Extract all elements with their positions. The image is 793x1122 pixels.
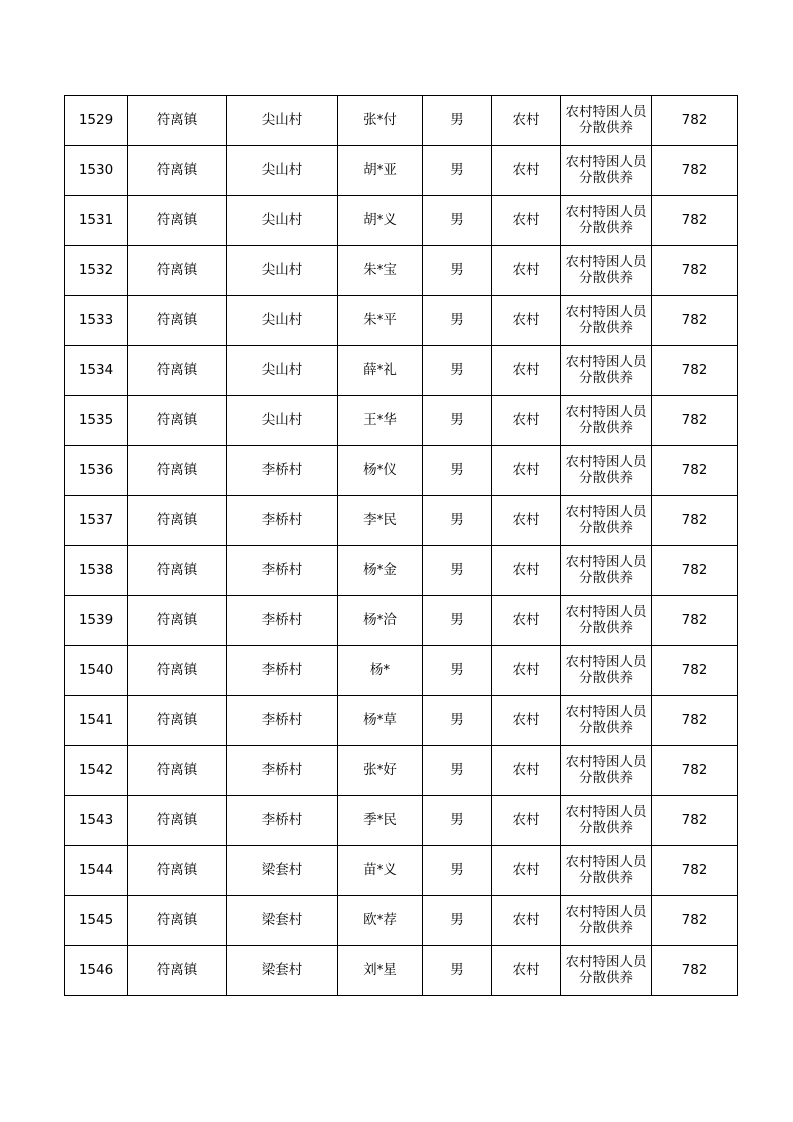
- cell-sex: 男: [423, 96, 492, 146]
- cell-village: 尖山村: [227, 296, 338, 346]
- cell-amount: 782: [652, 546, 738, 596]
- cell-household-type: 农村: [492, 546, 561, 596]
- cell-town: 符离镇: [128, 396, 227, 446]
- aid-category-text: 农村特困人员分散供养: [565, 154, 647, 186]
- cell-person-name: 杨*草: [338, 696, 423, 746]
- cell-village: 梁套村: [227, 846, 338, 896]
- cell-amount: 782: [652, 846, 738, 896]
- table-row: [65, 896, 738, 946]
- table-row: [65, 246, 738, 296]
- cell-sex: 男: [423, 246, 492, 296]
- cell-serial-number: 1537: [65, 496, 128, 546]
- cell-aid-category: [561, 746, 652, 796]
- cell-household-type: 农村: [492, 346, 561, 396]
- aid-category-text: 农村特困人员分散供养: [565, 404, 647, 436]
- cell-town: 符离镇: [128, 746, 227, 796]
- cell-town: 符离镇: [128, 296, 227, 346]
- cell-village: 尖山村: [227, 396, 338, 446]
- cell-amount: 782: [652, 946, 738, 996]
- table-row: [65, 746, 738, 796]
- cell-village: 李桥村: [227, 746, 338, 796]
- cell-person-name: 杨*金: [338, 546, 423, 596]
- cell-sex: 男: [423, 846, 492, 896]
- cell-sex: 男: [423, 896, 492, 946]
- cell-person-name: 季*民: [338, 796, 423, 846]
- cell-household-type: 农村: [492, 846, 561, 896]
- cell-sex: 男: [423, 296, 492, 346]
- cell-serial-number: 1543: [65, 796, 128, 846]
- cell-aid-category: [561, 646, 652, 696]
- cell-amount: 782: [652, 596, 738, 646]
- cell-person-name: 李*民: [338, 496, 423, 546]
- cell-town: 符离镇: [128, 946, 227, 996]
- cell-serial-number: 1540: [65, 646, 128, 696]
- cell-person-name: 杨*: [338, 646, 423, 696]
- cell-household-type: 农村: [492, 446, 561, 496]
- cell-serial-number: 1544: [65, 846, 128, 896]
- aid-category-text: 农村特困人员分散供养: [565, 554, 647, 586]
- cell-person-name: 刘*星: [338, 946, 423, 996]
- cell-person-name: 张*付: [338, 96, 423, 146]
- table-row: [65, 446, 738, 496]
- aid-category-text: 农村特困人员分散供养: [565, 654, 647, 686]
- cell-serial-number: 1529: [65, 96, 128, 146]
- cell-amount: 782: [652, 396, 738, 446]
- cell-household-type: 农村: [492, 796, 561, 846]
- cell-town: 符离镇: [128, 146, 227, 196]
- cell-serial-number: 1536: [65, 446, 128, 496]
- cell-household-type: 农村: [492, 946, 561, 996]
- aid-category-text: 农村特困人员分散供养: [565, 804, 647, 836]
- cell-sex: 男: [423, 396, 492, 446]
- cell-village: 李桥村: [227, 446, 338, 496]
- cell-serial-number: 1541: [65, 696, 128, 746]
- cell-town: 符离镇: [128, 896, 227, 946]
- cell-village: 李桥村: [227, 596, 338, 646]
- cell-village: 梁套村: [227, 946, 338, 996]
- cell-aid-category: [561, 146, 652, 196]
- cell-town: 符离镇: [128, 196, 227, 246]
- cell-person-name: 王*华: [338, 396, 423, 446]
- cell-sex: 男: [423, 346, 492, 396]
- cell-village: 梁套村: [227, 896, 338, 946]
- cell-household-type: 农村: [492, 96, 561, 146]
- cell-village: 尖山村: [227, 146, 338, 196]
- cell-household-type: 农村: [492, 746, 561, 796]
- cell-amount: 782: [652, 446, 738, 496]
- cell-amount: 782: [652, 646, 738, 696]
- cell-village: 李桥村: [227, 696, 338, 746]
- aid-category-text: 农村特困人员分散供养: [565, 954, 647, 986]
- cell-serial-number: 1545: [65, 896, 128, 946]
- cell-sex: 男: [423, 946, 492, 996]
- cell-amount: 782: [652, 696, 738, 746]
- cell-town: 符离镇: [128, 646, 227, 696]
- cell-aid-category: [561, 596, 652, 646]
- aid-category-text: 农村特困人员分散供养: [565, 854, 647, 886]
- aid-category-text: 农村特困人员分散供养: [565, 204, 647, 236]
- cell-aid-category: [561, 246, 652, 296]
- cell-amount: 782: [652, 246, 738, 296]
- cell-household-type: 农村: [492, 396, 561, 446]
- cell-person-name: 苗*义: [338, 846, 423, 896]
- cell-village: 尖山村: [227, 196, 338, 246]
- cell-sex: 男: [423, 646, 492, 696]
- aid-category-text: 农村特困人员分散供养: [565, 604, 647, 636]
- cell-sex: 男: [423, 446, 492, 496]
- cell-household-type: 农村: [492, 696, 561, 746]
- cell-village: 李桥村: [227, 496, 338, 546]
- cell-serial-number: 1539: [65, 596, 128, 646]
- aid-category-text: 农村特困人员分散供养: [565, 354, 647, 386]
- cell-aid-category: [561, 846, 652, 896]
- cell-sex: 男: [423, 546, 492, 596]
- cell-household-type: 农村: [492, 646, 561, 696]
- table-row: [65, 696, 738, 746]
- cell-person-name: 朱*平: [338, 296, 423, 346]
- cell-sex: 男: [423, 196, 492, 246]
- cell-amount: 782: [652, 746, 738, 796]
- table-row: [65, 96, 738, 146]
- cell-sex: 男: [423, 596, 492, 646]
- table-row: [65, 146, 738, 196]
- cell-household-type: 农村: [492, 196, 561, 246]
- cell-town: 符离镇: [128, 546, 227, 596]
- cell-aid-category: [561, 96, 652, 146]
- cell-town: 符离镇: [128, 446, 227, 496]
- cell-village: 李桥村: [227, 646, 338, 696]
- cell-amount: 782: [652, 346, 738, 396]
- cell-town: 符离镇: [128, 96, 227, 146]
- cell-aid-category: [561, 946, 652, 996]
- cell-village: 尖山村: [227, 246, 338, 296]
- cell-village: 尖山村: [227, 346, 338, 396]
- table-row: [65, 646, 738, 696]
- table-row: [65, 796, 738, 846]
- aid-category-text: 农村特困人员分散供养: [565, 454, 647, 486]
- aid-category-text: 农村特困人员分散供养: [565, 304, 647, 336]
- cell-village: 李桥村: [227, 546, 338, 596]
- beneficiary-table: [64, 95, 738, 996]
- cell-person-name: 胡*亚: [338, 146, 423, 196]
- cell-amount: 782: [652, 296, 738, 346]
- cell-sex: 男: [423, 696, 492, 746]
- cell-aid-category: [561, 396, 652, 446]
- cell-aid-category: [561, 896, 652, 946]
- cell-person-name: 朱*宝: [338, 246, 423, 296]
- aid-category-text: 农村特困人员分散供养: [565, 254, 647, 286]
- cell-town: 符离镇: [128, 596, 227, 646]
- cell-sex: 男: [423, 146, 492, 196]
- cell-serial-number: 1530: [65, 146, 128, 196]
- cell-aid-category: [561, 446, 652, 496]
- cell-serial-number: 1534: [65, 346, 128, 396]
- cell-serial-number: 1532: [65, 246, 128, 296]
- aid-category-text: 农村特困人员分散供养: [565, 504, 647, 536]
- table-row: [65, 396, 738, 446]
- cell-town: 符离镇: [128, 796, 227, 846]
- cell-sex: 男: [423, 796, 492, 846]
- aid-category-text: 农村特困人员分散供养: [565, 104, 647, 136]
- cell-town: 符离镇: [128, 846, 227, 896]
- table-row: [65, 346, 738, 396]
- cell-serial-number: 1531: [65, 196, 128, 246]
- cell-serial-number: 1533: [65, 296, 128, 346]
- cell-household-type: 农村: [492, 146, 561, 196]
- cell-household-type: 农村: [492, 896, 561, 946]
- cell-aid-category: [561, 696, 652, 746]
- cell-amount: 782: [652, 496, 738, 546]
- cell-sex: 男: [423, 746, 492, 796]
- cell-town: 符离镇: [128, 246, 227, 296]
- cell-household-type: 农村: [492, 246, 561, 296]
- cell-person-name: 欧*荐: [338, 896, 423, 946]
- table-row: [65, 296, 738, 346]
- cell-person-name: 胡*义: [338, 196, 423, 246]
- cell-aid-category: [561, 196, 652, 246]
- cell-amount: 782: [652, 96, 738, 146]
- table-row: [65, 196, 738, 246]
- cell-person-name: 薛*礼: [338, 346, 423, 396]
- cell-serial-number: 1535: [65, 396, 128, 446]
- cell-village: 尖山村: [227, 96, 338, 146]
- cell-aid-category: [561, 546, 652, 596]
- table-row: [65, 596, 738, 646]
- cell-serial-number: 1546: [65, 946, 128, 996]
- cell-aid-category: [561, 796, 652, 846]
- table-row: [65, 846, 738, 896]
- cell-town: 符离镇: [128, 496, 227, 546]
- cell-person-name: 张*好: [338, 746, 423, 796]
- cell-village: 李桥村: [227, 796, 338, 846]
- cell-aid-category: [561, 346, 652, 396]
- table-row: [65, 496, 738, 546]
- cell-amount: 782: [652, 146, 738, 196]
- cell-aid-category: [561, 496, 652, 546]
- cell-serial-number: 1538: [65, 546, 128, 596]
- cell-person-name: 杨*仪: [338, 446, 423, 496]
- cell-amount: 782: [652, 796, 738, 846]
- cell-serial-number: 1542: [65, 746, 128, 796]
- cell-household-type: 农村: [492, 296, 561, 346]
- cell-aid-category: [561, 296, 652, 346]
- cell-amount: 782: [652, 896, 738, 946]
- aid-category-text: 农村特困人员分散供养: [565, 704, 647, 736]
- cell-person-name: 杨*洽: [338, 596, 423, 646]
- table-row: [65, 946, 738, 996]
- table-body: [65, 96, 738, 996]
- cell-household-type: 农村: [492, 596, 561, 646]
- cell-amount: 782: [652, 196, 738, 246]
- cell-town: 符离镇: [128, 346, 227, 396]
- cell-sex: 男: [423, 496, 492, 546]
- cell-household-type: 农村: [492, 496, 561, 546]
- cell-town: 符离镇: [128, 696, 227, 746]
- table-row: [65, 546, 738, 596]
- aid-category-text: 农村特困人员分散供养: [565, 904, 647, 936]
- aid-category-text: 农村特困人员分散供养: [565, 754, 647, 786]
